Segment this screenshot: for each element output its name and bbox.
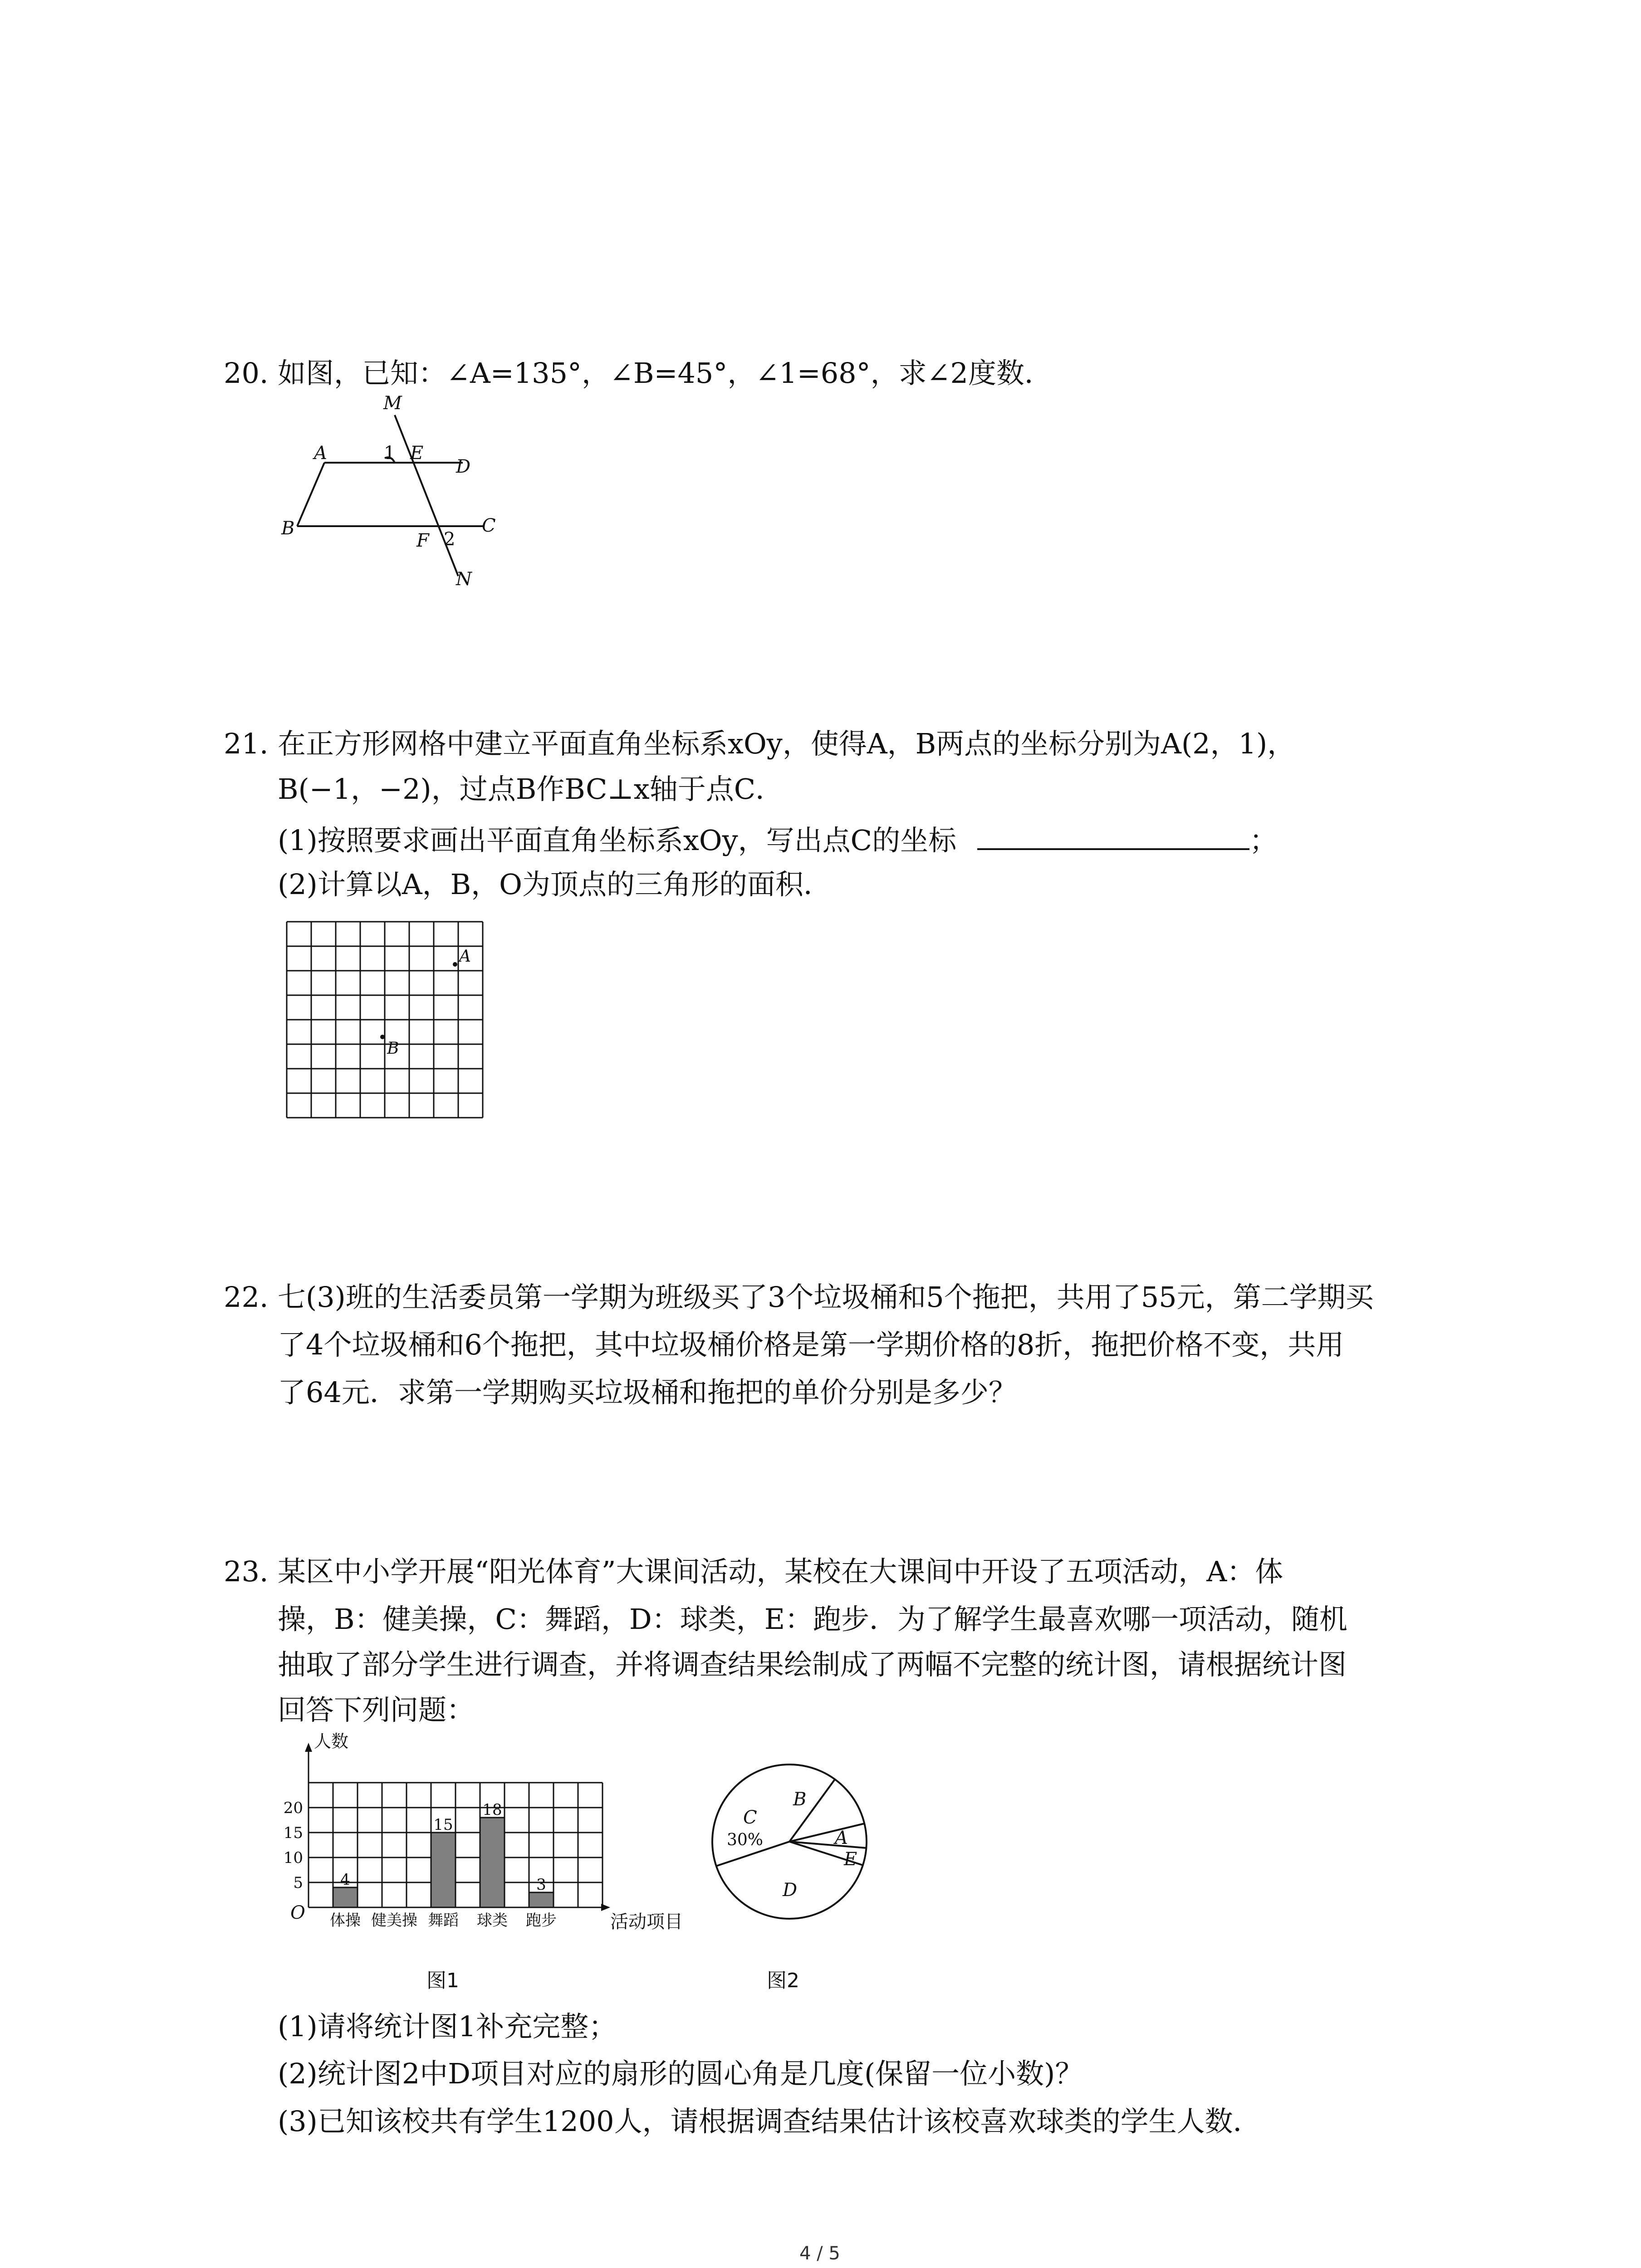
question-22-line1: 七(3)班的生活委员第一学期为班级买了3个垃圾桶和5个拖把，共用了55元，第二学期买 (278, 1281, 1374, 1314)
point-B (380, 1035, 385, 1039)
pie-chart (699, 1746, 880, 1946)
question-23-number: 23. (224, 1555, 269, 1588)
question-23-line4: 回答下列问题： (278, 1693, 475, 1726)
y-tick-label: 15 (283, 1824, 303, 1842)
page-number: 4 / 5 (799, 2243, 840, 2264)
bar-value-label: 15 (433, 1816, 453, 1834)
x-tick-label: 球类 (477, 1911, 508, 1930)
q21-label-B: B (387, 1039, 399, 1058)
bar-value-label: 4 (340, 1871, 350, 1889)
q20-label-M: M (383, 393, 402, 414)
figure-2-caption: 图2 (767, 1969, 799, 1992)
question-21-line1: 在正方形网格中建立平面直角坐标系xOy，使得A，B两点的坐标分别为A(2，1)， (278, 727, 1296, 760)
question-21-part2: (2)计算以A，B，O为顶点的三角形的面积． (278, 868, 832, 901)
y-tick-label: 5 (293, 1874, 303, 1892)
bar (431, 1833, 456, 1907)
bar (529, 1892, 554, 1907)
q21-label-A: A (459, 947, 471, 966)
question-23-line3: 抽取了部分学生进行调查，并将调查结果绘制成了两幅不完整的统计图，请根据统计图 (278, 1648, 1347, 1681)
q20-label-N: N (456, 569, 472, 590)
question-20-number: 20. (224, 357, 269, 390)
pie-label-D: D (783, 1880, 798, 1901)
question-21-number: 21. (224, 727, 269, 760)
x-tick-label: 舞蹈 (428, 1911, 459, 1930)
bar (333, 1887, 358, 1907)
x-tick-label: 跑步 (526, 1911, 557, 1930)
question-23-line1: 某区中小学开展“阳光体育”大课间活动，某校在大课间中开设了五项活动，A：体 (278, 1555, 1283, 1588)
y-axis-label: 人数 (314, 1731, 349, 1751)
pie-label-B: B (793, 1789, 807, 1810)
x-axis-label: 活动项目 (610, 1911, 683, 1932)
bar-value-label: 18 (482, 1801, 502, 1819)
question-23-line2: 操，B：健美操，C：舞蹈，D：球类，E：跑步．为了解学生最喜欢哪一项活动，随机 (278, 1603, 1347, 1636)
bar-chart (272, 1728, 717, 1941)
point-A (453, 962, 457, 967)
q21-grid (281, 916, 490, 1125)
question-21-line2: B(−1，−2)，过点B作BC⊥x轴于点C． (278, 772, 784, 806)
question-21-part1-text: (1)按照要求画出平面直角坐标系xOy，写出点C的坐标 (278, 824, 957, 857)
question-21-part1-end: ； (1249, 824, 1278, 857)
question-23-part3: (3)已知该校共有学生1200人，请根据调查结果估计该校喜欢球类的学生人数． (278, 2105, 1261, 2138)
y-tick-label: 20 (283, 1799, 303, 1817)
q20-label-C: C (482, 515, 496, 536)
question-21-part1 (278, 820, 1278, 859)
figure-1-caption: 图1 (426, 1969, 459, 1992)
question-22-number: 22. (224, 1281, 269, 1314)
answer-blank-C[interactable] (977, 820, 1249, 850)
pie-label-A: A (835, 1828, 848, 1848)
x-tick-label: 体操 (330, 1911, 361, 1930)
pie-label-C: C (743, 1807, 757, 1828)
question-23-part2: (2)统计图2中D项目对应的扇形的圆心角是几度(保留一位小数)？ (278, 2057, 1083, 2090)
question-22-line3: 了64元．求第一学期购买垃圾桶和拖把的单价分别是多少？ (278, 1376, 1017, 1409)
question-20-text: 如图，已知：∠A=135°，∠B=45°，∠1=68°，求∠2度数． (278, 357, 1053, 390)
x-tick-label: 健美操 (371, 1911, 417, 1930)
q20-label-2: 2 (444, 529, 456, 550)
q20-label-1: 1 (384, 443, 396, 464)
q20-label-E: E (410, 443, 424, 464)
y-tick-label: 10 (283, 1849, 303, 1867)
origin-label: O (290, 1902, 305, 1923)
bar (480, 1818, 505, 1907)
q20-label-B: B (281, 518, 295, 539)
q20-label-D: D (456, 456, 471, 477)
q20-figure (272, 390, 526, 599)
q20-label-F: F (416, 530, 429, 551)
bar-value-label: 3 (536, 1876, 546, 1894)
pie-label-C-percent: 30% (727, 1831, 764, 1849)
x-axis-arrow (601, 1904, 610, 1911)
question-23-part1: (1)请将统计图1补充完整； (278, 2010, 617, 2043)
q20-label-A: A (314, 443, 327, 464)
pie-label-E: E (844, 1849, 857, 1870)
y-axis-arrow (305, 1743, 312, 1752)
question-22-line2: 了4个垃圾桶和6个拖把，其中垃圾桶价格是第一学期价格的8折，拖把价格不变，共用 (278, 1328, 1344, 1361)
